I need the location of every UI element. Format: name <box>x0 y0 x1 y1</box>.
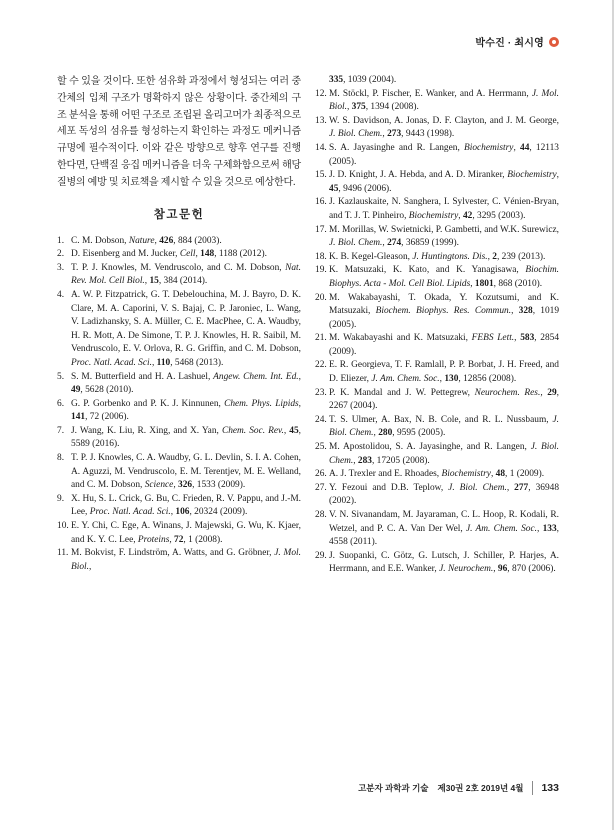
reference-number: 2. <box>57 249 65 260</box>
reference-item: 5. S. M. Butterfield and H. A. Lashuel, Angew. Chem. Int. Ed., 49, 5628 (2010). <box>57 371 301 396</box>
reference-item: 23. P. K. Mandal and J. W. Pettegrew, Neurochem. Res., 29, 2267 (2004). <box>315 387 560 412</box>
reference-number: 3. <box>57 262 65 273</box>
reference-item: 28. V. N. Sivanandam, M. Jayaraman, C. L. Hoop, R. Kodali, R. Wetzel, and P. C. A. Van Der Wel, J. Am. Chem. Soc., 133, 4558 (2011). <box>315 510 559 548</box>
reference-item: 6. G. P. Gorbenko and P. K. J. Kinnunen, Chem. Phys. Lipids, 141, 72 (2006). <box>57 398 301 423</box>
reference-number: 18. <box>315 251 327 262</box>
reference-item: 22. E. R. Georgieva, T. F. Ramlall, P. P. Borbat, J. H. Freed, and D. Eliezer, J. Am. Chem. Soc., 130, 12856 (2008). <box>315 360 559 385</box>
reference-11-continuation: 335, 1039 (2004). <box>329 75 397 85</box>
reference-item: 25. M. Apostolidou, S. A. Jayasinghe, and R. Langen, J. Biol. Chem., 283, 17205 (2008). <box>315 442 559 466</box>
conclusion-paragraph: 할 수 있을 것이다. 또한 섬유화 과정에서 형성되는 여러 중간체의 입체 구조가 명확하지 않은 상황이다. 중간체의 구조 분석을 통해 어떤 구조로 조립된 올리고머가 최종적으로 세포 독성의 섬유를 형성하는지 확인하는 과정도 메커니즘 규명에 필수적이다. 이와 같은 방향으로 향후 연구를 진행한다면, 단백질 응집 메커니즘을 더욱 구체화함으로써 해당 질병의 예방 및 치료책을 제시할 수 있을 것으로 예상한다. <box>57 76 301 188</box>
right-column <box>315 74 559 577</box>
reference-number: 27. <box>315 482 327 493</box>
reference-item: 1. C. M. Dobson, Nature, 426, 884 (2003). <box>57 235 301 249</box>
reference-number: 8. <box>57 453 65 464</box>
reference-number: 4. <box>57 289 65 300</box>
left-column <box>57 74 301 577</box>
reference-item: 12. M. Stöckl, P. Fischer, E. Wanker, and A. Herrmann, J. Mol. Biol., 375, 1394 (2008). <box>315 88 559 113</box>
reference-item: 21. M. Wakabayashi and K. Matsuzaki, FEBS Lett., 583, 2854 (2009). <box>315 333 560 357</box>
reference-number: 26. <box>315 469 327 480</box>
reference-item: 4. A. W. P. Fitzpatrick, G. T. Debelouchina, M. J. Bayro, D. K. Clare, M. A. Caporini, V. S. Bajaj, C. P. Jaroniec, L. Wang, V. Ladizhansky, S. A. Müller, C. E. MacPhee, C. A. Waudby, H. R. Mott, A. De Simone, T. P. J. Knowles, H. R. Saibil, M. Vendruscolo, E. V. Orlova, R. G. Griffin, and C. M. Dobson, Proc. Natl. Acad. Sci., 110, 5468 (2013). <box>57 289 301 368</box>
page-number: 133 <box>541 782 559 794</box>
reference-number: 29. <box>315 550 327 561</box>
reference-item: 29. J. Suopanki, C. Götz, G. Lutsch, J. Schiller, P. Harjes, A. Herrmann, and E.E. Wanker, J. Neurochem., 96, 870 (2006). <box>315 550 559 575</box>
reference-item: 17. M. Morillas, W. Swietnicki, P. Gambetti, and W.K. Surewicz, J. Biol. Chem., 274, 36859 (1999). <box>315 224 559 249</box>
reference-item: 10. E. Y. Chi, C. Ege, A. Winans, J. Majewski, G. Wu, K. Kjaer, and K. Y. C. Lee, Proteins, 72, 1 (2008). <box>57 521 301 545</box>
reference-item: 20. M. Wakabayashi, T. Okada, Y. Kozutsumi, and K. Matsuzaki, Biochem. Biophys. Res. Commun., 328, 1019 (2005). <box>315 292 559 330</box>
references-heading: 참고문헌 <box>153 208 205 221</box>
reference-number: 15. <box>315 170 327 181</box>
reference-item: 8. T. P. J. Knowles, C. A. Waudby, G. L. Devlin, S. I. A. Cohen, A. Aguzzi, M. Vendruscolo, E. M. Terentjev, M. E. Welland, and C. M. Dobson, Science, 326, 1533 (2009). <box>57 453 301 491</box>
reference-number: 19. <box>315 265 327 276</box>
reference-item: 19. K. Matsuzaki, K. Kato, and K. Yanagisawa, Biochim. Biophys. Acta - Mol. Cell Biol. Lipids, 1801, 868 (2010). <box>315 265 559 289</box>
reference-item: 13. W. S. Davidson, A. Jonas, D. F. Clayton, and J. M. George, J. Biol. Chem., 273, 9443 (1998). <box>315 115 559 140</box>
reference-number: 5. <box>57 371 65 382</box>
reference-item: 11. M. Bokvist, F. Lindström, A. Watts, and G. Gröbner, J. Mol. Biol., <box>57 548 301 572</box>
reference-item: 27. Y. Fezoui and D.B. Teplow, J. Biol. Chem., 277, 36948 (2002). <box>315 482 560 507</box>
reference-number: 1. <box>57 235 65 246</box>
reference-number: 21. <box>315 333 327 344</box>
page-header <box>475 34 559 49</box>
reference-number: 10. <box>57 521 69 532</box>
reference-number: 25. <box>315 442 327 453</box>
reference-number: 24. <box>315 414 327 425</box>
header-authors: 박수진 · 최시영 <box>475 38 544 49</box>
reference-number: 16. <box>315 197 327 208</box>
reference-number: 23. <box>315 387 327 398</box>
references-list-right <box>315 88 559 577</box>
reference-item: 15. J. D. Knight, J. A. Hebda, and A. D. Miranker, Biochemistry, 45, 9496 (2006). <box>315 170 559 194</box>
reference-item: 14. S. A. Jayasinghe and R. Langen, Biochemistry, 44, 12113 (2005). <box>315 142 559 167</box>
reference-number: 14. <box>315 142 327 153</box>
page-scan-edge <box>612 0 614 830</box>
reference-item: 2. D. Eisenberg and M. Jucker, Cell, 148, 1188 (2012). <box>57 248 301 262</box>
page-content <box>57 74 559 577</box>
reference-item: 18. K. B. Kegel-Gleason, J. Huntingtons. Dis., 2, 239 (2013). <box>315 251 559 265</box>
reference-item: 7. J. Wang, K. Liu, R. Xing, and X. Yan, Chem. Soc. Rev., 45, 5589 (2016). <box>57 425 302 450</box>
references-list-left <box>57 235 301 575</box>
footer-divider <box>532 781 533 795</box>
footer-issue-info: 제30권 2호 2019년 4월 <box>437 783 524 793</box>
reference-number: 9. <box>57 493 65 504</box>
reference-number: 13. <box>315 115 327 126</box>
reference-item: 16. J. Kazlauskaite, N. Sanghera, I. Sylvester, C. Vénien-Bryan, and T. J. T. Pinheiro, Biochemistry, 42, 3295 (2003). <box>315 197 559 221</box>
author-marker-icon <box>549 37 559 47</box>
reference-item: 24. T. S. Ulmer, A. Bax, N. B. Cole, and R. L. Nussbaum, J. Biol. Chem., 280, 9595 (2005). <box>315 414 559 439</box>
footer-journal-name: 고분자 과학과 기술 <box>358 783 429 793</box>
reference-item: 26. A. J. Trexler and E. Rhoades, Biochemistry, 48, 1 (2009). <box>315 468 559 482</box>
reference-number: 17. <box>315 224 327 235</box>
reference-number: 6. <box>57 398 65 409</box>
reference-number: 22. <box>315 360 327 371</box>
reference-item: 9. X. Hu, S. L. Crick, G. Bu, C. Frieden, R. V. Pappu, and J.-M. Lee, Proc. Natl. Acad. Sci., 106, 20324 (2009). <box>57 493 301 518</box>
reference-number: 20. <box>315 292 327 303</box>
reference-number: 28. <box>315 510 327 520</box>
page-footer <box>358 781 559 795</box>
reference-number: 12. <box>315 88 327 99</box>
reference-number: 7. <box>57 425 65 436</box>
reference-item: 3. T. P. J. Knowles, M. Vendruscolo, and C. M. Dobson, Nat. Rev. Mol. Cell Biol., 15, 384 (2014). <box>57 262 301 287</box>
reference-number: 11. <box>57 548 69 559</box>
